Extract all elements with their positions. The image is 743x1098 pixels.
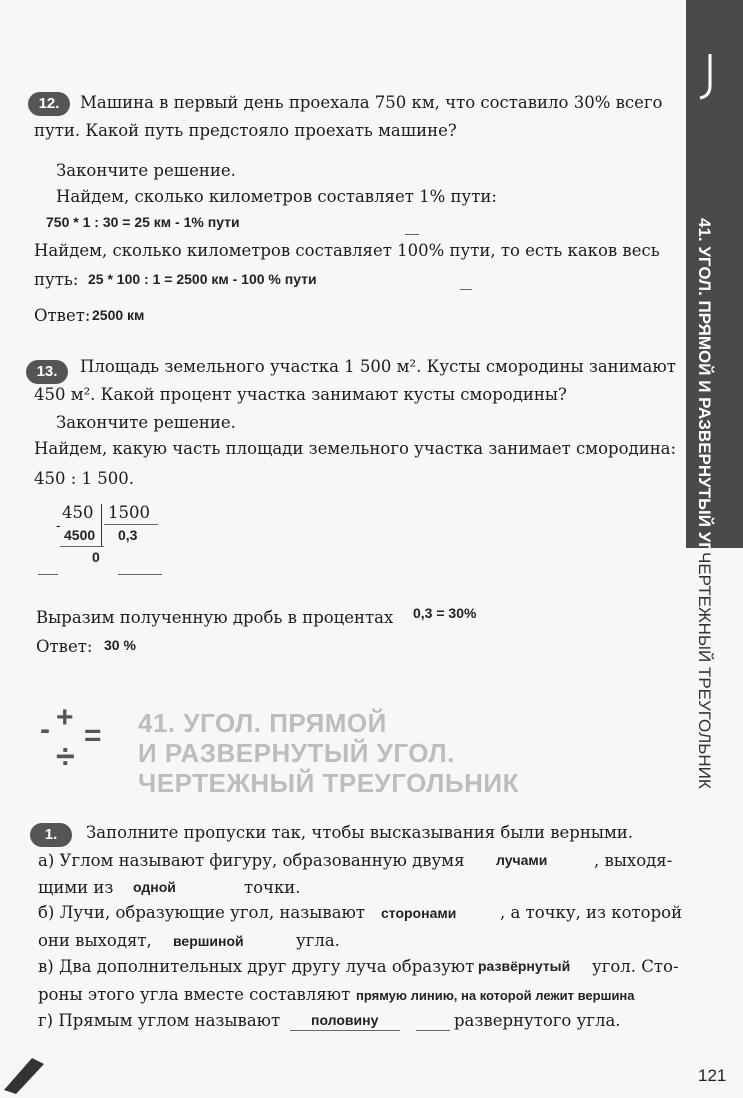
division-bar (101, 504, 102, 546)
division-dividend: 450 (62, 503, 94, 522)
minus-sign: - (56, 517, 61, 533)
division-divisor: 1500 (108, 503, 150, 522)
task-13-line1: Площадь земельного участка 1 500 м². Кусты смородины занимают (80, 357, 676, 376)
task-1-a-answer2: одной (133, 879, 176, 895)
division-remainder: 0 (92, 549, 100, 565)
bookmark-icon (696, 52, 722, 102)
task-12-badge: 12. (28, 92, 70, 116)
equals-icon: = (84, 719, 102, 752)
blank-line (38, 574, 58, 575)
section-title-line1: 41. УГОЛ. ПРЯМОЙ (138, 708, 387, 738)
task-12-answer-label: Ответ: (34, 306, 91, 325)
task-1-b-answer2: вершиной (173, 933, 244, 949)
task-1-b-text4: угла. (296, 931, 340, 950)
task-13-line2: 450 м². Какой процент участка занимают кусты смородины? (34, 385, 567, 404)
division-subtrahend: 4500 (64, 527, 96, 543)
task-12-line3: Закончите решение. (56, 161, 236, 180)
task-1-a-answer1: лучами (496, 852, 548, 868)
task-12-line1: Машина в первый день проехала 750 км, что составило 30% всего (80, 93, 663, 112)
task-1-a-text4: точки. (244, 878, 301, 897)
task-1-c-answer2: прямую линию, на которой лежит вершина (356, 988, 635, 1003)
task-13-badge: 13. (26, 360, 68, 384)
task-12-line5: Найдем, сколько километров составляет 100% пути, то есть каков весь (34, 241, 660, 260)
task-13-answer-1: 0,3 = 30% (413, 605, 477, 621)
task-1-c-text2: угол. Сто- (592, 957, 679, 976)
divide-icon: ÷ (56, 738, 75, 776)
blank-line (405, 234, 419, 235)
blank-line (460, 289, 472, 290)
task-12-line2: пути. Какой путь предстояло проехать машине? (34, 121, 457, 140)
task-12-answer-3: 2500 км (92, 307, 145, 323)
division-underline (60, 546, 104, 547)
plus-icon: + (56, 701, 74, 734)
task-12-answer-2: 25 * 100 : 1 = 2500 км - 100 % пути (88, 271, 317, 287)
task-1-b-answer1: сторонами (381, 905, 457, 921)
task-1-d-answer1: половину (311, 1012, 379, 1028)
division-quotient: 0,3 (118, 527, 138, 543)
task-13-answer-2: 30 % (104, 637, 136, 653)
task-1-c-answer1: развёрнутый (478, 958, 571, 974)
task-1-d-text2: развернутого угла. (454, 1011, 621, 1030)
task-13-line6: Выразим полученную дробь в процентах (36, 608, 394, 627)
task-1-d-text1: г) Прямым углом называют (38, 1011, 281, 1030)
task-13-answer-label: Ответ: (36, 637, 93, 656)
task-1-a-text3: щими из (38, 878, 114, 897)
task-1-badge: 1. (30, 823, 72, 847)
blank-line (290, 1030, 400, 1031)
task-1-b-text2: , а точку, из которой (500, 903, 683, 922)
task-1-a-text2: , выходя- (594, 851, 673, 870)
task-13-line4: Найдем, какую часть площади земельного участка занимает смородина: (34, 439, 677, 458)
page-number: 121 (698, 1066, 727, 1085)
task-1-b-text1: б) Лучи, образующие угол, называют (38, 903, 366, 922)
minus-icon: - (40, 713, 50, 746)
task-12-line6-prefix: путь: (34, 270, 79, 289)
task-13-line3: Закончите решение. (56, 413, 236, 432)
sidebar-chapter-title-light: ЧЕРТЕЖНЫЙ ТРЕУГОЛЬНИК (695, 552, 714, 789)
task-1-c-text3: роны этого угла вместе составляют (38, 985, 351, 1004)
division-divisor-underline (104, 524, 158, 525)
task-12-answer-1: 750 * 1 : 30 = 25 км - 1% пути (46, 214, 240, 230)
task-12-line4: Найдем, сколько километров составляет 1% пути: (56, 187, 497, 206)
section-title (138, 708, 519, 798)
task-1-intro: Заполните пропуски так, чтобы высказывания были верными. (86, 823, 634, 842)
section-title-line2: И РАЗВЕРНУТЫЙ УГОЛ. (138, 738, 455, 768)
section-title-line3: ЧЕРТЕЖНЫЙ ТРЕУГОЛЬНИК (138, 768, 519, 798)
blank-line (416, 1030, 450, 1031)
task-1-c-text1: в) Два дополнительных друг другу луча образуют (38, 957, 475, 976)
task-1-b-text3: они выходят, (38, 931, 152, 950)
task-13-line5: 450 : 1 500. (34, 469, 135, 488)
publisher-logo-icon (2, 1054, 46, 1094)
task-1-a-text1: а) Углом называют фигуру, образованную двумя (38, 851, 465, 870)
sidebar-chapter-title-dark: 41. УГОЛ. ПРЯМОЙ И РАЗВЕРНУТЫЙ УГОЛ. (695, 218, 714, 582)
blank-line (118, 574, 162, 575)
